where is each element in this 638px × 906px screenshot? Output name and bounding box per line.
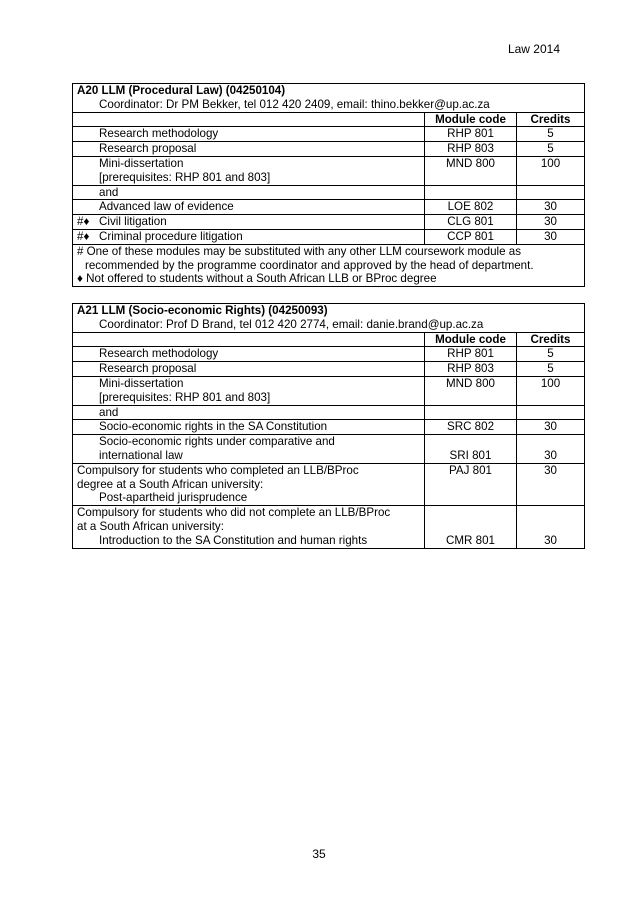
- module-name: Post-apartheid jurisprudence: [99, 491, 248, 505]
- module-code: RHP 803: [425, 362, 517, 377]
- table-row: [73, 376, 585, 405]
- module-credits: 100: [517, 376, 585, 405]
- module-credits: 100: [517, 156, 585, 185]
- module-name: Criminal procedure litigation: [99, 229, 243, 243]
- table-notes-row: [73, 244, 585, 286]
- module-name: Research proposal: [99, 142, 197, 156]
- module-credits: 30: [517, 229, 585, 244]
- module-credits: 30: [517, 435, 585, 464]
- table-row-compulsory-llb: [73, 463, 585, 505]
- module-credits: 30: [517, 463, 585, 505]
- coordinator-info: Coordinator: Dr PM Bekker, tel 012 420 2409, email: thino.bekker@up.ac.za: [99, 97, 490, 111]
- module-name: Mini-dissertation: [99, 376, 184, 390]
- footnote-substitution-cont: recommended by the programme coordinator and approved by the head of department.: [85, 258, 534, 272]
- table-row: [73, 200, 585, 215]
- connector-and: and: [99, 405, 119, 419]
- module-credits: 30: [517, 215, 585, 230]
- programme-title: A21 LLM (Socio-economic Rights) (04250093): [77, 304, 328, 317]
- page-number: 35: [312, 847, 326, 861]
- table-row: [73, 229, 585, 244]
- module-code: SRI 801: [425, 435, 517, 464]
- module-credits: 5: [517, 127, 585, 142]
- page-header: Law 2014: [507, 42, 560, 56]
- table-row: [73, 362, 585, 377]
- table-row: [73, 435, 585, 464]
- module-name: Introduction to the SA Constitution and human rights: [99, 533, 368, 547]
- col-header-module-code: Module code: [425, 332, 517, 347]
- module-name: Research methodology: [99, 347, 219, 361]
- compulsory-condition: Compulsory for students who did not complete an LLB/BProc: [77, 506, 391, 520]
- footnote-not-offered: ♦ Not offered to students without a South African LLB or BProc degree: [77, 272, 437, 286]
- table-row: [73, 420, 585, 435]
- module-name: Research methodology: [99, 127, 219, 141]
- module-code: RHP 801: [425, 347, 517, 362]
- module-credits: 30: [517, 200, 585, 215]
- col-header-module-code: Module code: [425, 112, 517, 127]
- compulsory-condition: Compulsory for students who completed an LLB/BProc: [77, 463, 359, 477]
- programme-table-a21: [72, 303, 585, 549]
- table-title-row: [73, 304, 585, 333]
- module-name: Mini-dissertation: [99, 156, 184, 170]
- module-credits: 5: [517, 347, 585, 362]
- module-credits: 30: [517, 420, 585, 435]
- module-code: MND 800: [425, 376, 517, 405]
- module-code: RHP 801: [425, 127, 517, 142]
- module-code: SRC 802: [425, 420, 517, 435]
- coordinator-info: Coordinator: Prof D Brand, tel 012 420 2774, email: danie.brand@up.ac.za: [99, 317, 484, 331]
- table-row: [73, 142, 585, 157]
- module-prerequisites: [prerequisites: RHP 801 and 803]: [99, 390, 271, 404]
- module-credits: 30: [517, 506, 585, 548]
- module-code: MND 800: [425, 156, 517, 185]
- module-prerequisites: [prerequisites: RHP 801 and 803]: [99, 170, 271, 184]
- module-code: PAJ 801: [425, 463, 517, 505]
- footnote-substitution: # One of these modules may be substituted with any other LLM coursework module as: [77, 244, 522, 258]
- module-name-cont: international law: [99, 448, 183, 462]
- programme-title: A20 LLM (Procedural Law) (04250104): [77, 84, 286, 97]
- table-row: [73, 185, 585, 200]
- module-credits: 5: [517, 362, 585, 377]
- module-name: Research proposal: [99, 362, 197, 376]
- table-row: [73, 156, 585, 185]
- module-code: CLG 801: [425, 215, 517, 230]
- module-code: RHP 803: [425, 142, 517, 157]
- table-row: [73, 405, 585, 420]
- compulsory-condition-cont: at a South African university:: [77, 519, 224, 533]
- col-header-credits: Credits: [517, 332, 585, 347]
- footnote-marker: #♦: [77, 215, 90, 229]
- programme-table-a20: [72, 83, 585, 287]
- module-code: CCP 801: [425, 229, 517, 244]
- module-code: LOE 802: [425, 200, 517, 215]
- table-row-compulsory-non-llb: [73, 506, 585, 548]
- col-header-credits: Credits: [517, 112, 585, 127]
- footnote-marker: #♦: [77, 229, 90, 243]
- module-credits: 5: [517, 142, 585, 157]
- table-header-row: [73, 332, 585, 347]
- table-row: [73, 347, 585, 362]
- module-name: Advanced law of evidence: [99, 200, 234, 214]
- table-title-row: [73, 84, 585, 113]
- table-header-row: [73, 112, 585, 127]
- module-code: CMR 801: [425, 506, 517, 548]
- module-name: Civil litigation: [99, 215, 167, 229]
- module-name: Socio-economic rights under comparative and: [99, 435, 335, 449]
- table-row: [73, 127, 585, 142]
- module-name: Socio-economic rights in the SA Constitution: [99, 420, 328, 434]
- table-row: [73, 215, 585, 230]
- compulsory-condition-cont: degree at a South African university:: [77, 477, 264, 491]
- connector-and: and: [99, 185, 119, 199]
